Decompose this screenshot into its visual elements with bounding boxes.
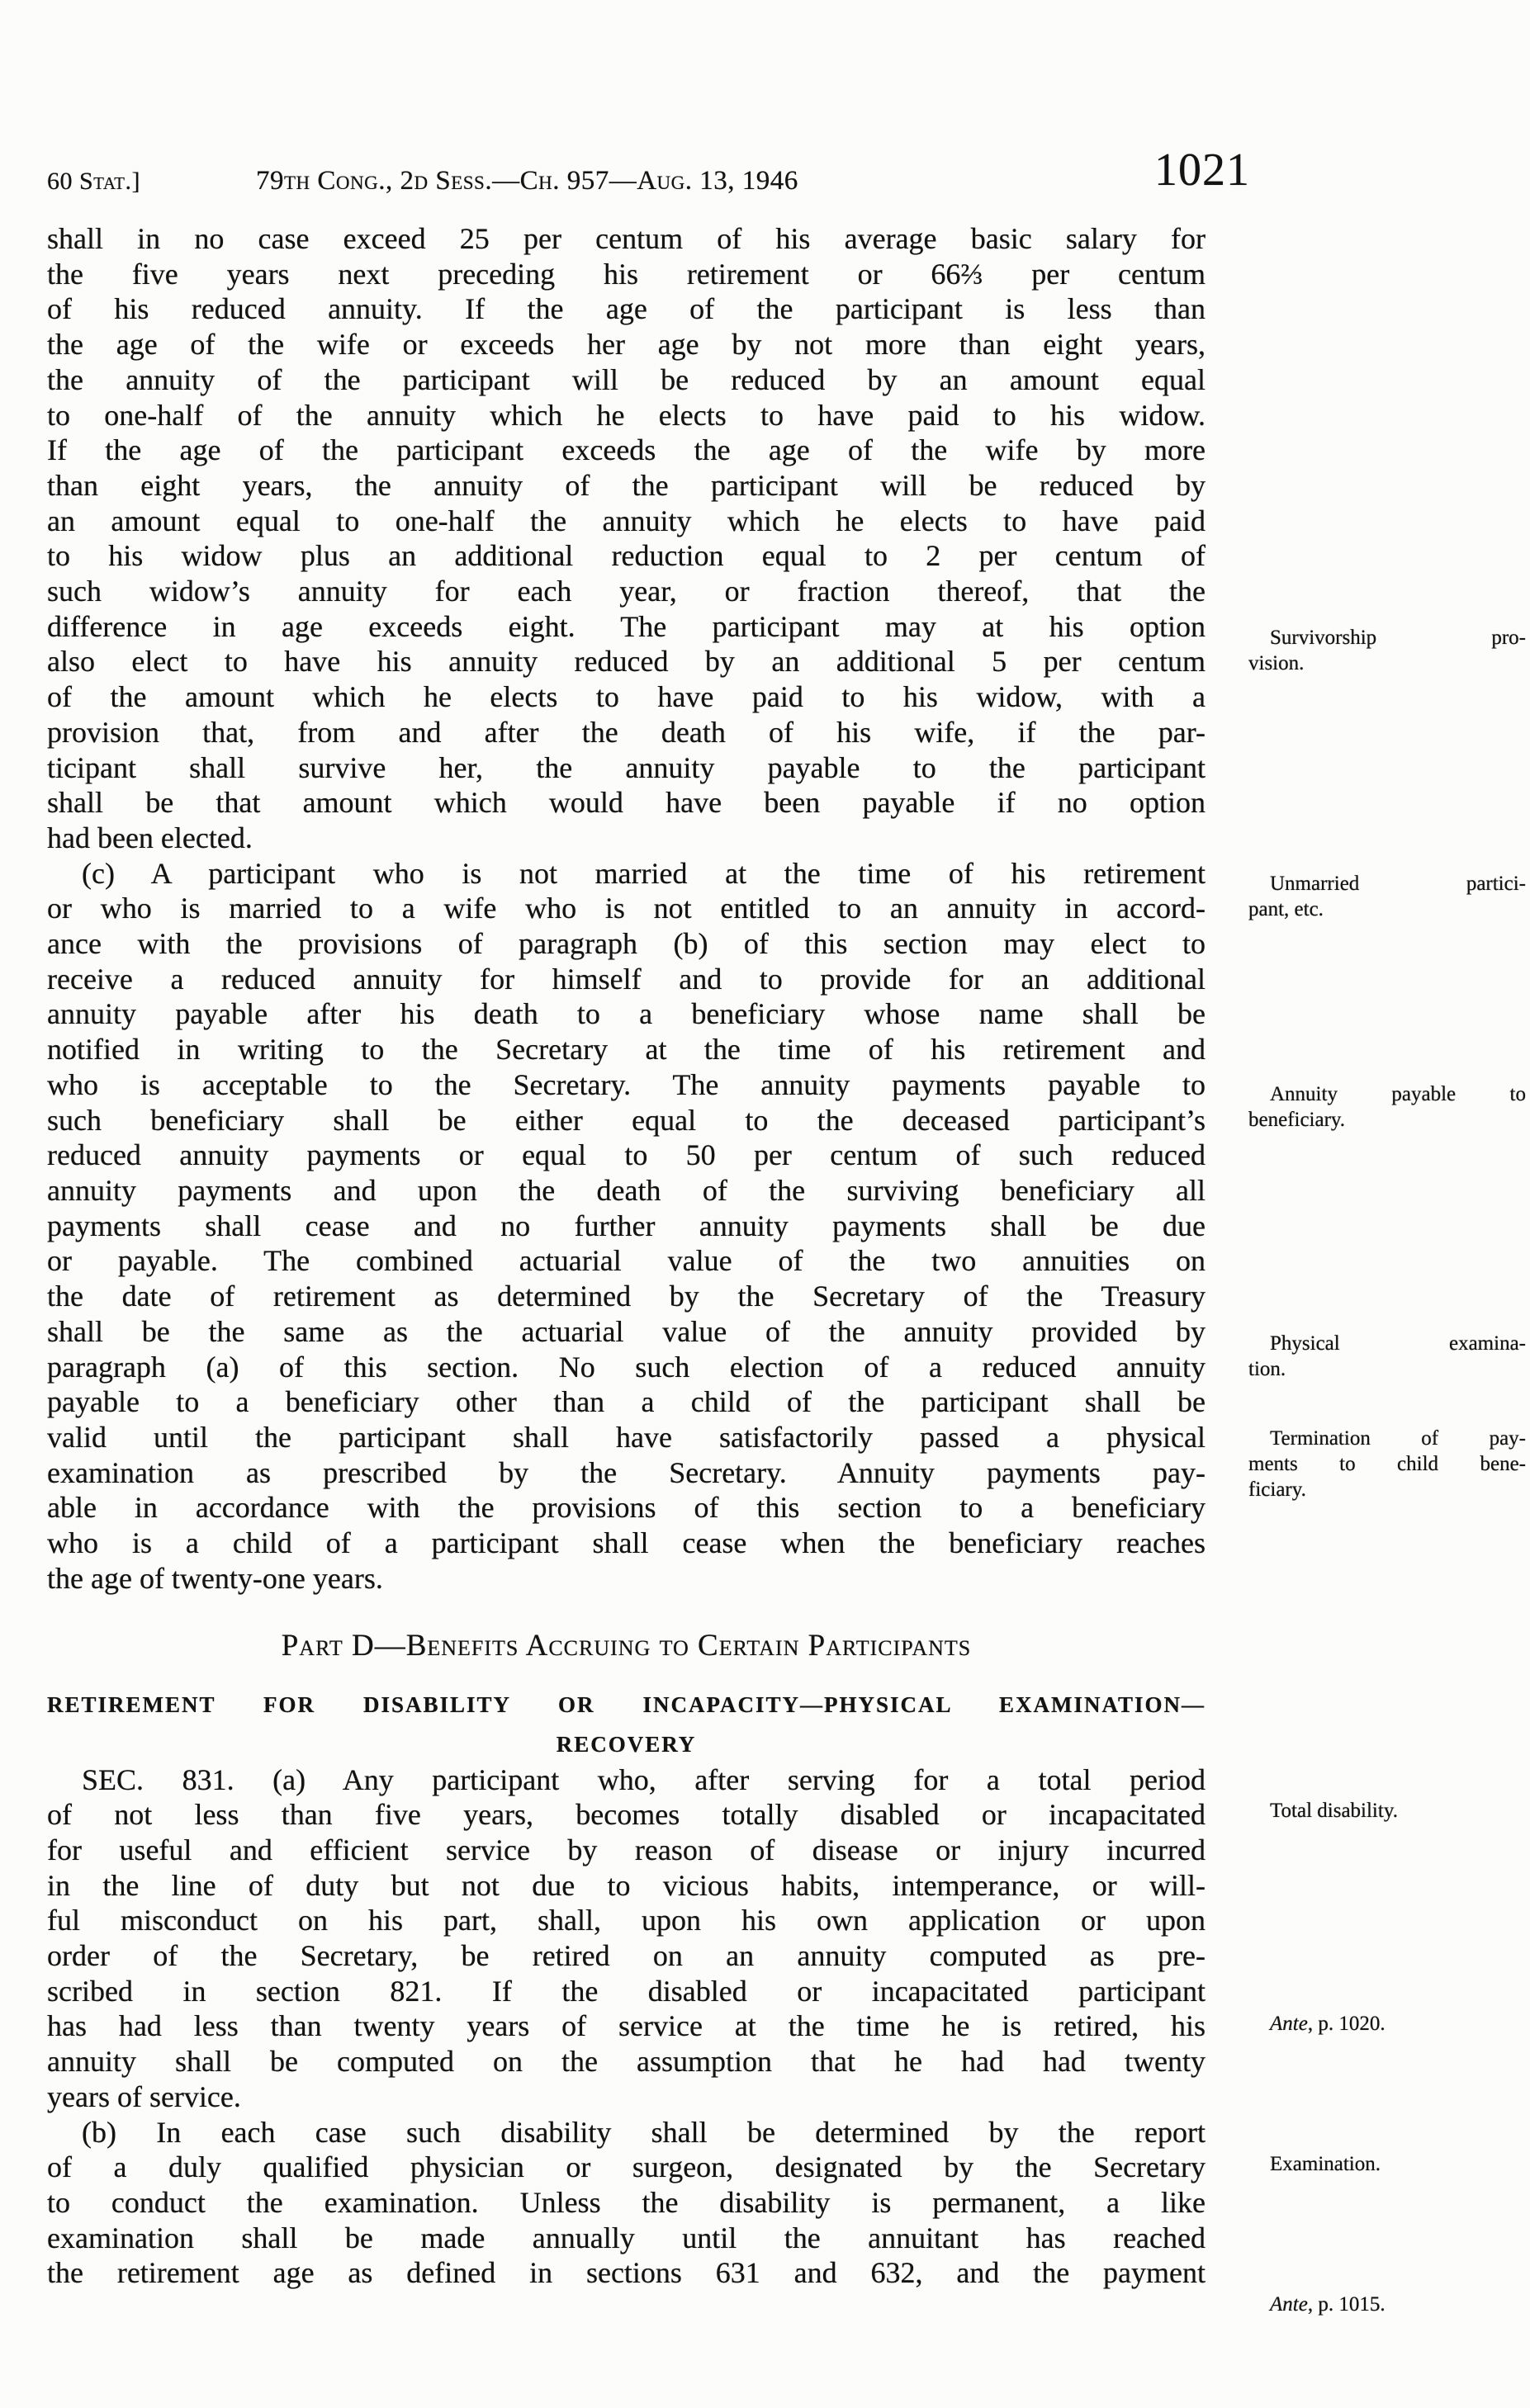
margin-note <box>1248 1331 1526 1382</box>
body-line: the age of the wife or exceeds her age by not more than eight years, <box>47 328 1206 362</box>
margin-note-line: ficiary. <box>1248 1478 1306 1501</box>
body-line: who is acceptable to the Secretary. The annuity payments payable to <box>47 1067 1206 1101</box>
margin-note-line: Physical examina- <box>1270 1332 1526 1355</box>
heading-line: RETIREMENT FOR DISABILITY OR INCAPACITY—PHYSICAL EXAMINATION— <box>47 1692 1206 1718</box>
body-line: an amount equal to one-half the annuity which he elects to have paid <box>47 504 1206 537</box>
body-line: the age of twenty-one years. <box>47 1561 383 1595</box>
body-line: ance with the provisions of paragraph (b) of this section may elect to <box>47 927 1206 961</box>
body-line: the retirement age as defined in sections 631 and 632, and the payment <box>47 2256 1206 2290</box>
body-line: able in accordance with the provisions of this section to a beneficiary <box>47 1491 1206 1525</box>
body-line: in the line of duty but not due to vicious habits, intemperance, or will- <box>47 1868 1206 1902</box>
margin-note-line: Examination. <box>1270 2153 1381 2175</box>
margin-note-line: pant, etc. <box>1248 898 1324 920</box>
body-line: shall be the same as the actuarial value of the annuity provided by <box>47 1314 1206 1348</box>
body-line: had been elected. <box>47 821 253 854</box>
margin-note-line: Ante, p. 1020. <box>1270 2013 1386 2035</box>
body-line: shall in no case exceed 25 per centum of his average basic salary for <box>47 222 1206 255</box>
body-line: of not less than five years, becomes totally disabled or incapacitated <box>47 1798 1206 1832</box>
body-line: of the amount which he elects to have paid to his widow, with a <box>47 680 1206 714</box>
body-line: to one-half of the annuity which he elects to have paid to his widow. <box>47 398 1206 432</box>
body-line: shall be that amount which would have been payable if no option <box>47 786 1206 820</box>
margin-note-line: tion. <box>1248 1358 1286 1380</box>
margin-note <box>1248 2292 1526 2317</box>
body-line: who is a child of a participant shall cease when the beneficiary reaches <box>47 1526 1206 1560</box>
body-line: of a duly qualified physician or surgeon, designated by the Secretary <box>47 2150 1206 2184</box>
statute-volume-label: 60 Stat.] <box>47 168 140 195</box>
body-line: than eight years, the annuity of the participant will be reduced by <box>47 468 1206 502</box>
body-line: order of the Secretary, be retired on an annuity computed as pre- <box>47 1939 1206 1973</box>
margin-note <box>1248 1426 1526 1502</box>
body-line: such widow’s annuity for each year, or fraction thereof, that the <box>47 575 1206 608</box>
body-line: has had less than twenty years of service at the time he is retired, his <box>47 2009 1206 2043</box>
margin-note-line: Unmarried partici- <box>1270 873 1526 895</box>
margin-note-line: Annuity payable to <box>1270 1083 1526 1105</box>
session-heading: 79th Cong., 2d Sess.—Ch. 957—Aug. 13, 1946 <box>256 166 798 196</box>
body-line: examination shall be made annually until the annuitant has reached <box>47 2221 1206 2254</box>
body-line: the date of retirement as determined by the Secretary of the Treasury <box>47 1280 1206 1313</box>
body-line: provision that, from and after the death of his wife, if the par- <box>47 715 1206 749</box>
body-line: to conduct the examination. Unless the disability is permanent, a like <box>47 2185 1206 2219</box>
heading-line: Part D—Benefits Accruing to Certain Participants <box>281 1629 972 1663</box>
body-line: years of service. <box>47 2079 241 2113</box>
body-line: (b) In each case such disability shall be determined by the report <box>82 2115 1206 2149</box>
body-line: scribed in section 821. If the disabled or incapacitated participant <box>47 1974 1206 2008</box>
margin-note-line: beneficiary. <box>1248 1109 1346 1131</box>
body-text <box>47 221 1206 2291</box>
body-line: annuity shall be computed on the assumption that he had had twenty <box>47 2045 1206 2079</box>
body-line: the five years next preceding his retirement or 66⅔ per centum <box>47 257 1206 291</box>
body-line: (c) A participant who is not married at the time of his retirement <box>82 856 1206 890</box>
body-line: If the age of the participant exceeds the age of the wife by more <box>47 433 1206 467</box>
margin-note <box>1248 1081 1526 1133</box>
body-line: of his reduced annuity. If the age of the participant is less than <box>47 292 1206 326</box>
body-line: reduced annuity payments or equal to 50 per centum of such reduced <box>47 1138 1206 1172</box>
margin-note <box>1248 2151 1526 2177</box>
body-line: SEC. 831. (a) Any participant who, after serving for a total period <box>82 1762 1206 1796</box>
margin-note-line: Survivorship pro- <box>1270 627 1526 649</box>
body-line: difference in age exceeds eight. The participant may at his option <box>47 609 1206 643</box>
body-line: or who is married to a wife who is not entitled to an annuity in accord- <box>47 892 1206 925</box>
margin-note-line: vision. <box>1248 652 1305 674</box>
body-line: such beneficiary shall be either equal to the deceased participant’s <box>47 1103 1206 1137</box>
margin-note-line: Termination of pay- <box>1270 1427 1526 1450</box>
margin-note <box>1248 1798 1526 1824</box>
margin-note-line: Ante, p. 1015. <box>1270 2293 1386 2316</box>
body-line: valid until the participant shall have satisfactorily passed a physical <box>47 1420 1206 1454</box>
page-number: 1021 <box>1154 144 1250 196</box>
margin-note <box>1248 625 1526 676</box>
margin-note <box>1248 871 1526 922</box>
body-line: notified in writing to the Secretary at the time of his retirement and <box>47 1033 1206 1067</box>
margin-note-line: Total disability. <box>1270 1800 1398 1822</box>
body-line: payments shall cease and no further annuity payments shall be due <box>47 1209 1206 1242</box>
body-line: annuity payments and upon the death of the surviving beneficiary all <box>47 1173 1206 1207</box>
margin-note-line: ments to child bene- <box>1248 1453 1526 1475</box>
body-line: the annuity of the participant will be reduced by an amount equal <box>47 362 1206 396</box>
body-line: also elect to have his annuity reduced by an additional 5 per centum <box>47 645 1206 679</box>
body-line: paragraph (a) of this section. No such election of a reduced annuity <box>47 1350 1206 1384</box>
heading-line: RECOVERY <box>556 1731 697 1757</box>
body-line: for useful and efficient service by reason of disease or injury incurred <box>47 1833 1206 1866</box>
body-line: or payable. The combined actuarial value of the two annuities on <box>47 1244 1206 1278</box>
body-line: ful misconduct on his part, shall, upon his own application or upon <box>47 1904 1206 1937</box>
body-line: ticipant shall survive her, the annuity payable to the participant <box>47 750 1206 784</box>
body-line: examination as prescribed by the Secretary. Annuity payments pay- <box>47 1455 1206 1489</box>
body-line: receive a reduced annuity for himself and to provide for an additional <box>47 962 1206 996</box>
body-line: annuity payable after his death to a beneficiary whose name shall be <box>47 997 1206 1031</box>
body-line: payable to a beneficiary other than a child of the participant shall be <box>47 1385 1206 1419</box>
body-line: to his widow plus an additional reduction equal to 2 per centum of <box>47 539 1206 573</box>
margin-note <box>1248 2011 1526 2037</box>
